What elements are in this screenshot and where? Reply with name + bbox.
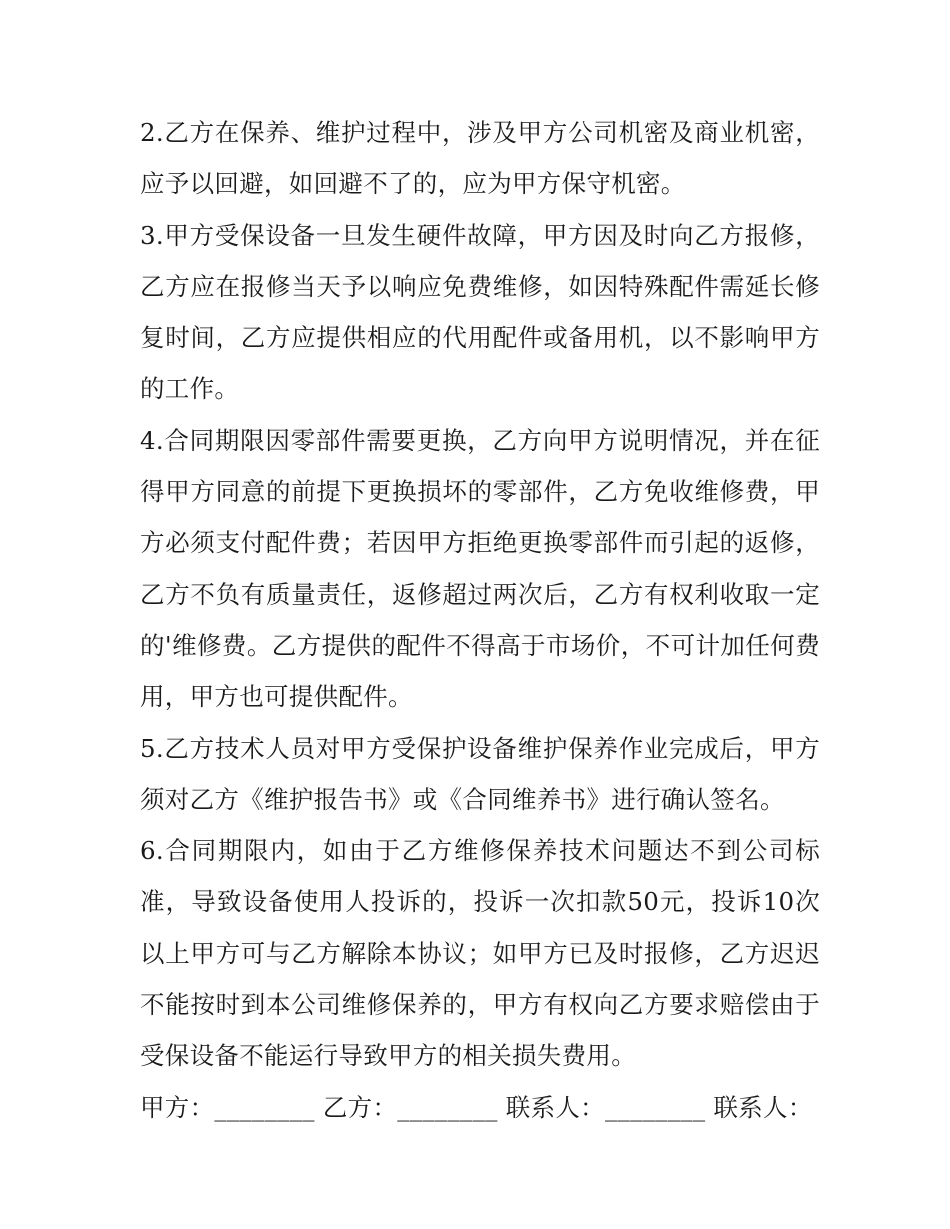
clause-6: 6.合同期限内，如由于乙方维修保养技术问题达不到公司标准，导致设备使用人投诉的，投诉一次扣款50元，投诉10次以上甲方可与乙方解除本协议；如甲方已及时报修，乙方迟迟不能按时到本公司维修保养的，甲方有权向乙方要求赔偿由于受保设备不能运行导致甲方的相关损失费用。	[140, 836, 820, 1071]
clause-5: 5.乙方技术人员对甲方受保护设备维护保养作业完成后，甲方须对乙方《维护报告书》或《合同维养书》进行确认签名。	[140, 733, 820, 814]
clause-2: 2.乙方在保养、维护过程中，涉及甲方公司机密及商业机密，应予以回避，如回避不了的，应为甲方保守机密。	[140, 118, 820, 199]
signature-line: 甲方：________ 乙方：________ 联系人：________ 联系人：	[140, 1092, 813, 1122]
clause-3: 3.甲方受保设备一旦发生硬件故障，甲方因及时向乙方报修，乙方应在报修当天予以响应免费维修，如因特殊配件需延长修复时间，乙方应提供相应的代用配件或备用机，以不影响甲方的工作。	[140, 220, 820, 404]
document-body	[140, 107, 820, 1133]
clause-4: 4.合同期限因零部件需要更换，乙方向甲方说明情况，并在征得甲方同意的前提下更换损坏的零部件，乙方免收维修费，甲方必须支付配件费；若因甲方拒绝更换零部件而引起的返修，乙方不负有质量责任，返修超过两次后，乙方有权利收取一定的'维修费。乙方提供的配件不得高于市场价，不可计加任何费用，甲方也可提供配件。	[140, 425, 820, 712]
